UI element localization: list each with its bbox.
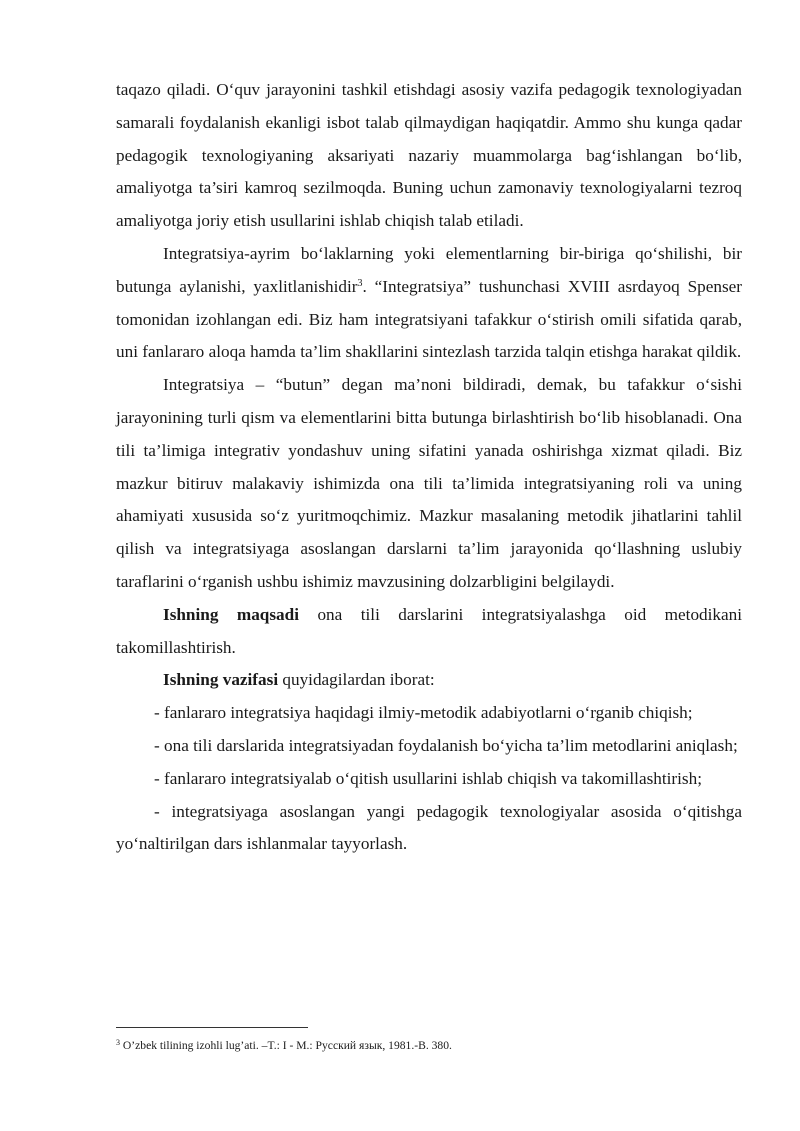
footnote-number: 3: [116, 1038, 120, 1047]
task-item: - integratsiyaga asoslangan yangi pedagogik texnologiyalar asosida o‘qitishga yo‘naltirilgan dars ishlanmalar tayyorlash.: [116, 801, 742, 854]
footnote-reference[interactable]: 3: [357, 277, 363, 289]
paragraph-intro: taqazo qiladi. O‘quv jarayonini tashkil etishdagi asosiy vazifa pedagogik texnologiyadan samarali foydalanish ekanligi isbot talab qilmaydigan haqiqatdir. Ammo shu kunga qadar pedagogik texnologiyaning aksariyati nazariy muammolarga bag‘ishlangan bo‘lib, amaliyotga ta’siri kamroq sezilmoqda. Buning uchun zamonaviy texnologiyalarni tezroq amaliyotga joriy etish usullarini ishlab chiqish talab etiladi.: [116, 80, 742, 231]
goal-text: ona tili darslarini integratsiyalashga oid metodikani takomillashtirish.: [116, 604, 742, 657]
paragraph-goal: [116, 599, 742, 665]
paragraph-text: Integratsiya-ayrim bo‘laklarning yoki elementlarning bir-biriga qo‘shilishi, bir butunga aylanishi, yaxlitlanishidir: [116, 243, 742, 296]
paragraph-text: . “Integratsiya” tushunchasi XVIII asrdayoq Spenser tomonidan izohlangan edi. Biz ham integratsiyani tafakkur o‘stirish omili sifatida qarab, uni fanlararo aloqa hamda ta’lim shakllarini sintezlash tarzida talqin etishga harakat qildik.: [116, 276, 742, 362]
tasks-label: Ishning vazifasi: [163, 670, 279, 690]
footnote-divider: [116, 1027, 308, 1028]
paragraph-tasks: [116, 664, 742, 697]
task-item: - fanlararo integratsiya haqidagi ilmiy-metodik adabiyotlarni o‘rganib chiqish;: [154, 703, 693, 723]
task-item: - fanlararo integratsiyalab o‘qitish usullarini ishlab chiqish va takomillashtirish;: [154, 768, 702, 788]
paragraph-integration-meaning: Integratsiya – “butun” degan ma’noni bildiradi, demak, bu tafakkur o‘sishi jarayonining turli qism va elementlarini bitta butunga birlashtirish bo‘lib hisoblanadi. Ona tili ta’limiga integrativ yondashuv uning sifatini yanada oshirishga xizmat qiladi. Biz mazkur bitiruv malakaviy ishimizda ona tili ta’limida integratsiyaning roli va uning ahamiyati xususida so‘z yuritmoqchimiz. Mazkur masalaning metodik jihatlarini tahlil qilish va integratsiyaga asoslangan darslarni ta’lim jarayonida qo‘llashning uslubiy taraflarini o‘rganish ushbu ishimiz mavzusining dolzarbligini belgilaydi.: [116, 375, 742, 591]
task-item: - ona tili darslarida integratsiyadan foydalanish bo‘yicha ta’lim metodlarini aniqlash;: [154, 735, 738, 755]
paragraph-integration-definition: [116, 238, 742, 369]
document-body: [116, 74, 742, 861]
footnote: [116, 1038, 742, 1054]
tasks-text: quyidagilardan iborat:: [278, 670, 435, 690]
footnote-text: O’zbek tilining izohli lug’ati. –T.: I - M.: Русский язык, 1981.-B. 380.: [120, 1039, 452, 1052]
goal-label: Ishning maqsadi: [163, 604, 299, 624]
